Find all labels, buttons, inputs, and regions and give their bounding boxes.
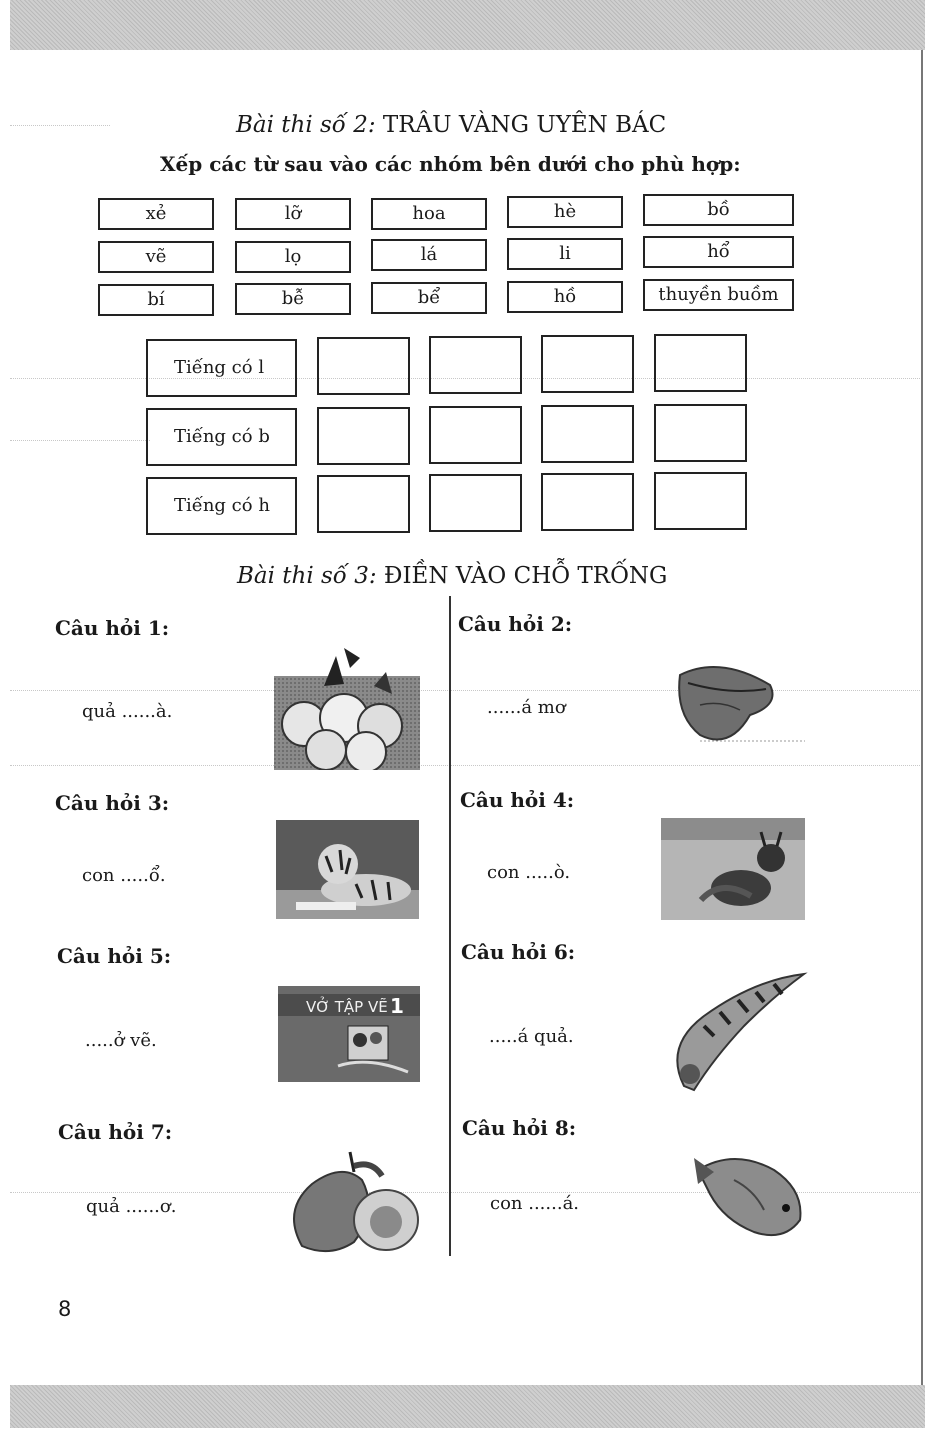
scan-line — [10, 440, 150, 441]
bottom-border-band — [10, 1385, 925, 1428]
leaf-image — [670, 655, 810, 750]
notebook-image — [278, 986, 420, 1082]
answer-box[interactable] — [654, 334, 747, 392]
word-box: xẻ — [98, 198, 214, 230]
answer-box[interactable] — [541, 335, 634, 393]
answer-box[interactable] — [654, 404, 747, 462]
word-box: lỡ — [235, 198, 351, 230]
word-box: hoa — [371, 198, 487, 230]
word-box: hè — [507, 196, 623, 228]
question-1-label: Câu hỏi 1: — [55, 616, 170, 640]
tiger-image — [276, 820, 419, 919]
scan-line — [10, 765, 920, 766]
word-box: li — [507, 238, 623, 270]
question-5-text: .....ở vẽ. — [85, 1030, 157, 1051]
group-label-l: Tiếng có l — [146, 339, 297, 397]
top-border-band — [10, 0, 925, 50]
page-right-edge — [921, 50, 923, 1385]
word-box: bồ — [643, 194, 794, 226]
answer-box[interactable] — [429, 336, 522, 394]
question-3-text: con .....ổ. — [82, 865, 166, 886]
question-5-label: Câu hỏi 5: — [57, 944, 172, 968]
word-box: lọ — [235, 241, 351, 273]
answer-box[interactable] — [429, 474, 522, 532]
answer-box[interactable] — [317, 337, 410, 395]
word-box: hổ — [643, 236, 794, 268]
answer-box[interactable] — [654, 472, 747, 530]
question-1-text: quả ......à. — [82, 701, 173, 722]
notebook-title: VỞ TẬP VẼ — [306, 998, 388, 1016]
group-label-b: Tiếng có b — [146, 408, 297, 466]
section3-title: Bài thi số 3: ĐIỀN VÀO CHỖ TRỐNG — [237, 563, 668, 589]
word-box: vẽ — [98, 241, 214, 273]
page-number: 8 — [58, 1297, 72, 1321]
question-7-label: Câu hỏi 7: — [58, 1120, 173, 1144]
question-4-label: Câu hỏi 4: — [460, 788, 575, 812]
scan-line — [10, 125, 110, 126]
answer-box[interactable] — [317, 475, 410, 533]
word-box: lá — [371, 239, 487, 271]
question-4-text: con .....ò. — [487, 862, 571, 883]
word-box: hồ — [507, 281, 623, 313]
word-box: thuyền buồm — [643, 279, 794, 311]
word-box: bễ — [235, 283, 351, 315]
question-6-label: Câu hỏi 6: — [461, 940, 576, 964]
cow-image — [661, 818, 805, 920]
question-2-text: ......á mơ — [487, 697, 566, 718]
question-8-label: Câu hỏi 8: — [462, 1116, 577, 1140]
eggplant-image — [274, 646, 420, 770]
answer-box[interactable] — [429, 406, 522, 464]
section2-title: Bài thi số 2: TRÂU VÀNG UYÊN BÁC — [236, 112, 667, 138]
answer-box[interactable] — [541, 405, 634, 463]
group-label-h: Tiếng có h — [146, 477, 297, 535]
fish-image — [694, 1150, 808, 1242]
column-divider — [449, 596, 451, 1256]
word-box: bí — [98, 284, 214, 316]
answer-box[interactable] — [317, 407, 410, 465]
question-2-label: Câu hỏi 2: — [458, 612, 573, 636]
section2-instruction: Xếp các từ sau vào các nhóm bên dưới cho phù hợp: — [160, 152, 741, 176]
question-6-text: .....á quả. — [489, 1026, 574, 1047]
notebook-number: 1 — [390, 994, 404, 1018]
word-box: bể — [371, 282, 487, 314]
avocado-image — [282, 1150, 422, 1254]
answer-box[interactable] — [541, 473, 634, 531]
question-8-text: con ......á. — [490, 1193, 580, 1214]
question-7-text: quả ......ơ. — [86, 1196, 177, 1217]
snakehead-fish-image — [664, 966, 808, 1094]
question-3-label: Câu hỏi 3: — [55, 791, 170, 815]
